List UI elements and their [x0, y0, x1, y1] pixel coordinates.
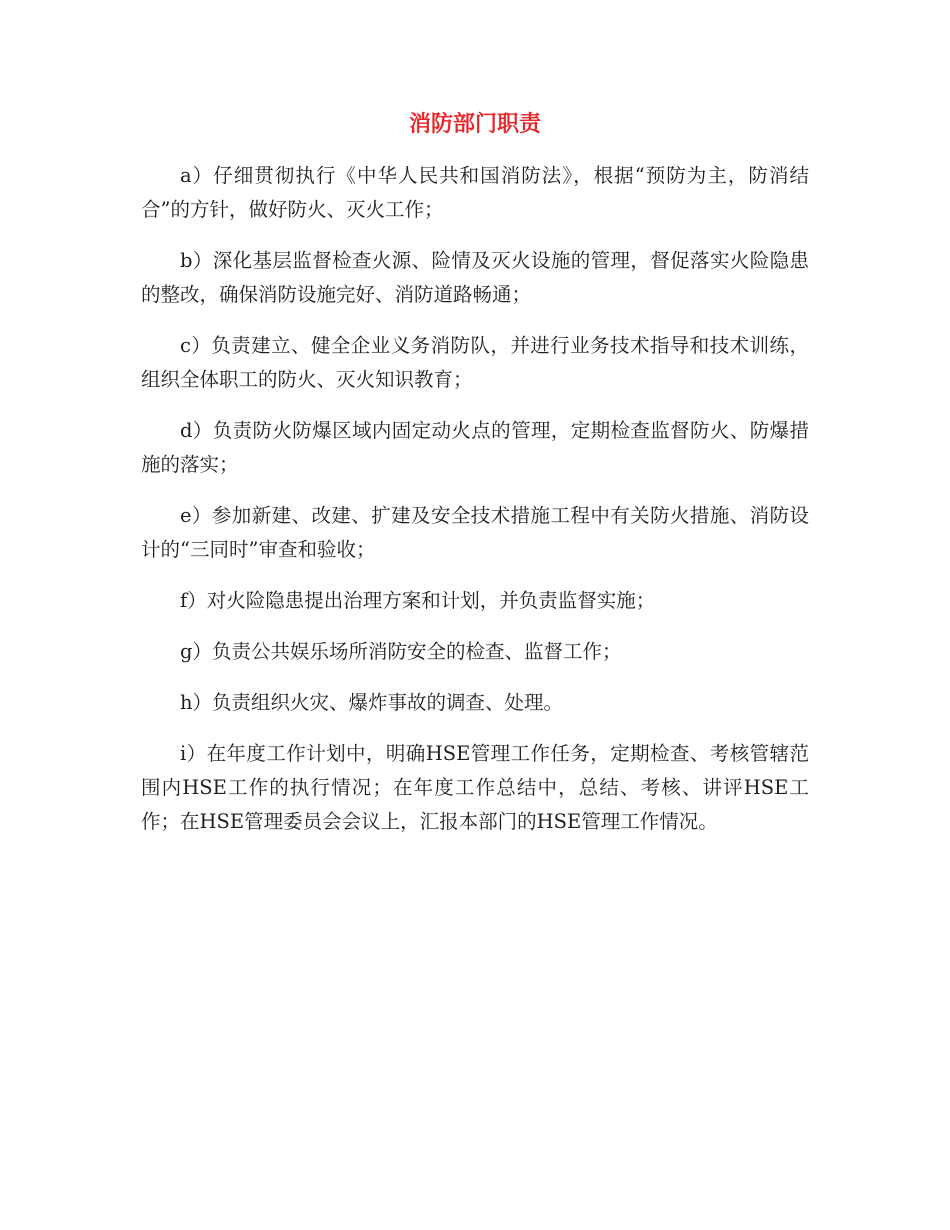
paragraph-g: g）负责公共娱乐场所消防安全的检查、监督工作； — [180, 640, 622, 663]
paragraph-i: i）在年度工作计划中，明确HSE管理工作任务，定期检查、考核管辖范围内HSE工作的执行情况；在年度工作总结中，总结、考核、讲评HSE工作；在HSE管理委员会会议上，汇报本部门的HSE管理工作情况。 — [141, 742, 809, 833]
paragraph-a: a）仔细贯彻执行《中华人民共和国消防法》，根据“预防为主，防消结合”的方针，做好防火、灭火工作； — [141, 164, 809, 221]
document-title: 消防部门职责 — [408, 112, 541, 137]
document-body — [141, 159, 809, 856]
paragraph-e: e）参加新建、改建、扩建及安全技术措施工程中有关防火措施、消防设计的“三同时”审查和验收； — [141, 504, 809, 561]
paragraph-h: h）负责组织火灾、爆炸事故的调查、处理。 — [180, 691, 564, 714]
paragraph-b: b）深化基层监督检查火源、险情及灭火设施的管理，督促落实火险隐患的整改，确保消防设施完好、消防道路畅通； — [141, 249, 809, 306]
paragraph-d: d）负责防火防爆区域内固定动火点的管理，定期检查监督防火、防爆措施的落实； — [141, 419, 809, 476]
paragraph-c: c）负责建立、健全企业义务消防队，并进行业务技术指导和技术训练，组织全体职工的防火、灭火知识教育； — [141, 334, 809, 391]
paragraph-f: f）对火险隐患提出治理方案和计划，并负责监督实施； — [180, 589, 656, 612]
